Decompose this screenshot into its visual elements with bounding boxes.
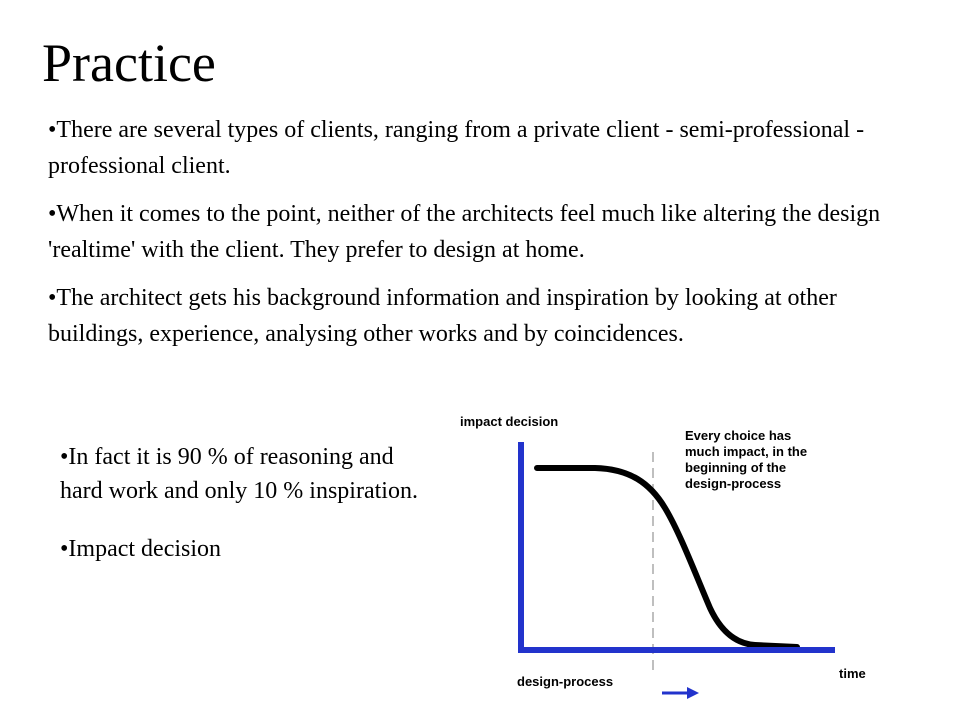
annotation-line-3: beginning of the: [685, 460, 787, 475]
bullet-client-types: •There are several types of clients, ranging from a private client - semi-professional - professional client.: [48, 117, 865, 179]
annotation-line-1: Every choice has: [685, 428, 792, 443]
slide-title: Practice: [42, 33, 216, 93]
bullet-list-top: [48, 112, 908, 364]
impact-curve: [537, 468, 797, 647]
bullet-list-bottom: [60, 440, 420, 590]
annotation-line-4: design-process: [685, 476, 782, 491]
annotation-line-2: much impact, in the: [685, 444, 808, 459]
figure-annotation: [685, 428, 811, 491]
bullet-reasoning-ratio: •In fact it is 90 % of reasoning and hard work and only 10 % inspiration.: [60, 444, 418, 504]
figure-x-label-left: design-process: [517, 674, 614, 689]
figure-y-label: impact decision: [460, 414, 559, 429]
impact-decision-diagram: [455, 408, 875, 700]
bullet-design-realtime: •When it comes to the point, neither of the architects feel much like altering the design 'realtime' with the client. They prefer to design at home.: [48, 201, 881, 263]
impact-decision-figure: [455, 408, 875, 700]
bullet-impact-decision: •Impact decision: [60, 536, 222, 562]
figure-x-label-right: time: [839, 666, 866, 681]
bullet-inspiration-sources: •The architect gets his background information and inspiration by looking at other buildings, experience, analysing other works and by coincidences.: [48, 285, 837, 347]
arrow-right-icon: [662, 687, 699, 699]
